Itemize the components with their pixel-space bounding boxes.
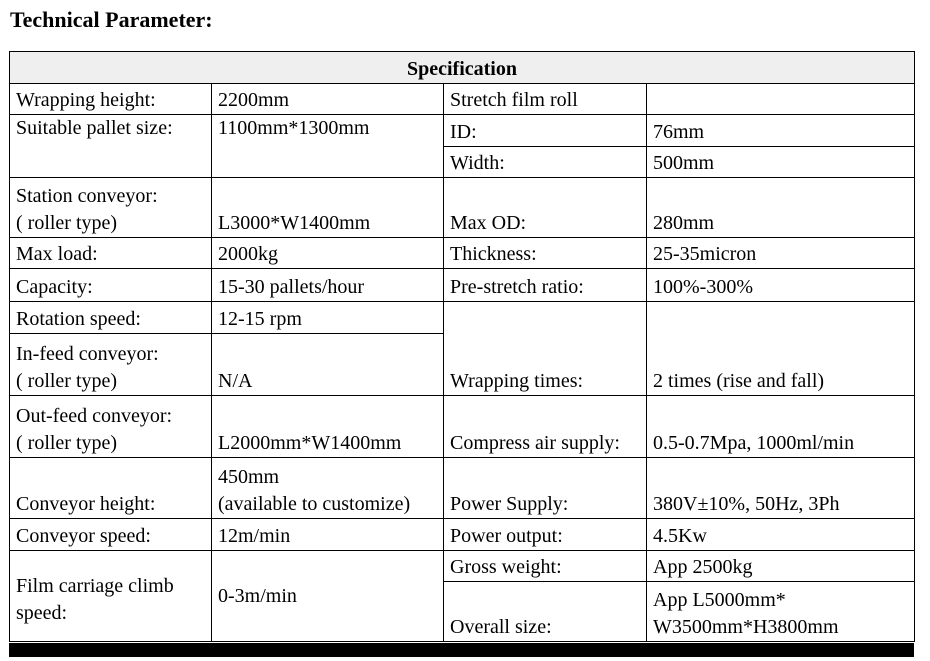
param-label-line: Station conveyor: [16,185,158,207]
param-value [647,582,915,642]
param-value: 2 times (rise and fall) [647,302,915,396]
param-label: Rotation speed: [10,302,212,334]
param-value: 0-3m/min [212,551,444,642]
param-label: Wrapping times: [444,302,647,396]
page-title: Technical Parameter: [10,7,213,32]
table-header: Specification [10,52,915,84]
param-value: 500mm [647,147,915,178]
param-label-line: ( roller type) [16,432,118,454]
table-row [10,178,915,238]
param-value: L2000mm*W1400mm [212,396,444,458]
param-value: 25-35micron [647,238,915,269]
table-row [10,551,915,582]
param-label: Capacity: [10,269,212,302]
param-value: 280mm [647,178,915,238]
param-label: Suitable pallet size: [10,115,212,178]
param-value: 2200mm [212,84,444,115]
param-value: L3000*W1400mm [212,178,444,238]
param-value: 76mm [647,115,915,147]
param-label: Max load: [10,238,212,269]
param-label [10,334,212,396]
table-row [10,269,915,302]
param-value-line: 450mm [218,466,280,488]
param-value: 15-30 pallets/hour [212,269,444,302]
specification-table [9,51,915,642]
param-value: 4.5Kw [647,519,915,551]
table-row [10,84,915,115]
param-value-line: W3500mm*H3800mm [653,616,839,638]
param-label: Compress air supply: [444,396,647,458]
param-value [647,84,915,115]
param-value: 2000kg [212,238,444,269]
param-label [10,178,212,238]
param-value: 0.5-0.7Mpa, 1000ml/min [647,396,915,458]
param-label [10,551,212,642]
table-row [10,519,915,551]
param-label-line: ( roller type) [16,212,118,234]
param-value-line: (available to customize) [218,493,411,515]
param-value: 100%-300% [647,269,915,302]
param-value: N/A [212,334,444,396]
param-value: 380V±10%, 50Hz, 3Ph [647,458,915,519]
param-label-line: ( roller type) [16,370,118,392]
param-label: Conveyor speed: [10,519,212,551]
param-label: Conveyor height: [10,458,212,519]
param-label-line: speed: [16,602,68,624]
param-label: Gross weight: [444,551,647,582]
param-label: ID: [444,115,647,147]
table-row [10,396,915,458]
param-value-line: App L5000mm* [653,589,786,611]
param-label: Pre-stretch ratio: [444,269,647,302]
table-bottom-border [9,643,914,657]
param-value: 12m/min [212,519,444,551]
param-label-line: Film carriage climb [16,575,174,597]
table-row [10,302,915,334]
param-value: App 2500kg [647,551,915,582]
table-row [10,458,915,519]
param-label-line: In-feed conveyor: [16,343,159,365]
param-label: Power output: [444,519,647,551]
param-label: Stretch film roll [444,84,647,115]
param-label: Max OD: [444,178,647,238]
param-label: Width: [444,147,647,178]
table-header-row [10,52,915,84]
param-value: 12-15 rpm [212,302,444,334]
param-label: Power Supply: [444,458,647,519]
param-label-line: Out-feed conveyor: [16,405,173,427]
param-label: Wrapping height: [10,84,212,115]
table-row [10,238,915,269]
table-row [10,115,915,147]
param-value [212,458,444,519]
param-value: 1100mm*1300mm [212,115,444,178]
param-label: Overall size: [444,582,647,642]
param-label: Thickness: [444,238,647,269]
param-label [10,396,212,458]
